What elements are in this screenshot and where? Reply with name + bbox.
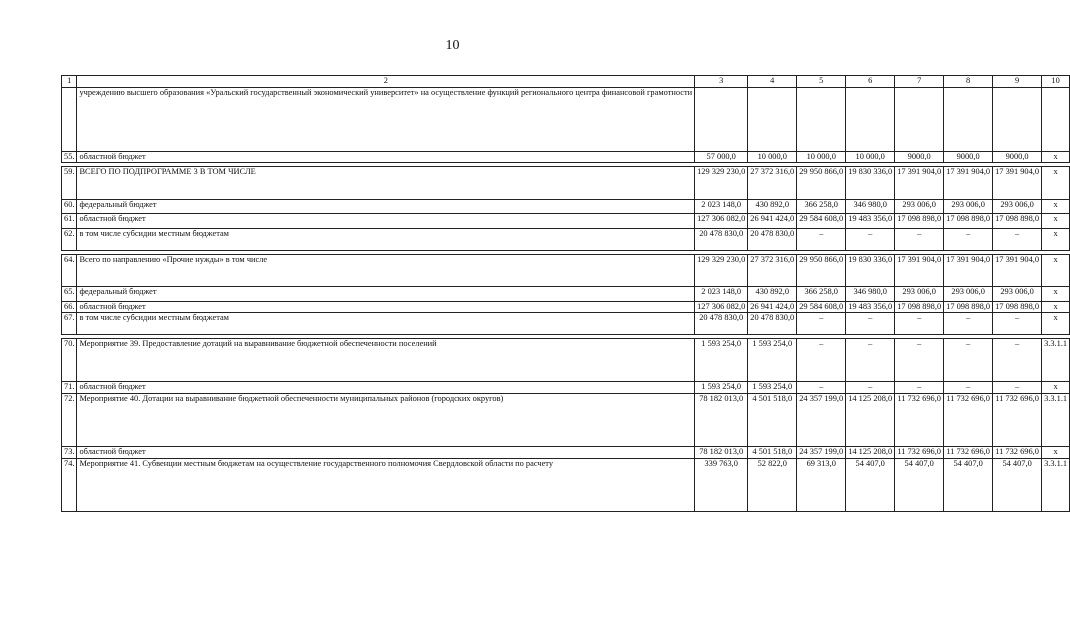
row-value: 78 182 013,0	[695, 447, 748, 459]
row-description: областной бюджет	[77, 151, 695, 163]
row-description: федеральный бюджет	[77, 199, 695, 214]
row-value: 17 391 904,0	[895, 254, 944, 287]
row-number: 55.	[62, 151, 77, 163]
row-description: Мероприятие 40. Дотации на выравнивание бюджетной обеспеченности муниципальных районов (городских округов)	[77, 393, 695, 447]
row-description: в том числе субсидии местным бюджетам	[77, 313, 695, 335]
row-number: 62.	[62, 228, 77, 250]
page-number: 10	[445, 38, 460, 53]
row-description: областной бюджет	[77, 301, 695, 313]
row-value: –	[993, 382, 1042, 394]
row-value: –	[895, 228, 944, 250]
row-value: –	[846, 339, 895, 382]
row-value: 1 593 254,0	[748, 382, 797, 394]
row-value: –	[846, 313, 895, 335]
row-value: 293 006,0	[944, 199, 993, 214]
column-header: 8	[944, 76, 993, 88]
row-code: x	[1042, 151, 1070, 163]
row-value: 14 125 208,0	[846, 393, 895, 447]
table-row	[62, 447, 1070, 459]
table-row	[62, 214, 1070, 229]
row-value: 293 006,0	[895, 287, 944, 302]
column-header: 3	[695, 76, 748, 88]
table-row	[62, 301, 1070, 313]
row-value: 29 584 608,0	[797, 214, 846, 229]
row-value: 11 732 696,0	[895, 447, 944, 459]
row-value: 17 391 904,0	[993, 254, 1042, 287]
table-row	[62, 458, 1070, 512]
column-header: 9	[993, 76, 1042, 88]
row-value: –	[846, 228, 895, 250]
row-number: 60.	[62, 199, 77, 214]
row-value: 2 023 148,0	[695, 199, 748, 214]
row-value: 57 000,0	[695, 151, 748, 163]
row-value: 26 941 424,0	[748, 214, 797, 229]
row-description: учреждению высшего образования «Уральский государственный экономический университет» на осуществление функций регионального центра финансовой грамотности	[77, 87, 695, 151]
row-value: 14 125 208,0	[846, 447, 895, 459]
row-description: в том числе субсидии местным бюджетам	[77, 228, 695, 250]
table-row	[62, 254, 1070, 287]
column-header: 4	[748, 76, 797, 88]
row-value: 10 000,0	[748, 151, 797, 163]
table-row	[62, 339, 1070, 382]
row-value: 24 357 199,0	[797, 393, 846, 447]
column-header: 10	[1042, 76, 1070, 88]
row-value: –	[944, 313, 993, 335]
row-value	[748, 87, 797, 151]
row-value: 19 830 336,0	[846, 254, 895, 287]
row-value: 54 407,0	[846, 458, 895, 512]
row-number: 61.	[62, 214, 77, 229]
table-row	[62, 87, 1070, 151]
row-value: –	[993, 313, 1042, 335]
table-row	[62, 393, 1070, 447]
row-code	[1042, 87, 1070, 151]
row-value: –	[797, 382, 846, 394]
row-number: 59.	[62, 167, 77, 200]
row-description: федеральный бюджет	[77, 287, 695, 302]
row-value: 129 329 230,0	[695, 254, 748, 287]
table-row	[62, 382, 1070, 394]
row-value: 17 391 904,0	[895, 167, 944, 200]
row-value: 1 593 254,0	[748, 339, 797, 382]
row-code: x	[1042, 199, 1070, 214]
row-value	[993, 87, 1042, 151]
row-value: 54 407,0	[944, 458, 993, 512]
row-value: 293 006,0	[993, 287, 1042, 302]
row-code: x	[1042, 254, 1070, 287]
row-value: 19 483 356,0	[846, 214, 895, 229]
row-number: 67.	[62, 313, 77, 335]
table-row	[62, 151, 1070, 163]
row-value: –	[797, 228, 846, 250]
row-description: областной бюджет	[77, 447, 695, 459]
row-value: 9000,0	[993, 151, 1042, 163]
row-code: x	[1042, 313, 1070, 335]
column-header: 1	[62, 76, 77, 88]
row-description: областной бюджет	[77, 382, 695, 394]
row-code: x	[1042, 301, 1070, 313]
row-value: –	[895, 339, 944, 382]
table-row	[62, 313, 1070, 335]
row-value: 78 182 013,0	[695, 393, 748, 447]
row-code: x	[1042, 228, 1070, 250]
row-value: 127 306 082,0	[695, 301, 748, 313]
row-value	[846, 87, 895, 151]
row-value: –	[797, 339, 846, 382]
row-value: 27 372 316,0	[748, 167, 797, 200]
row-value: 52 822,0	[748, 458, 797, 512]
row-value	[797, 87, 846, 151]
row-value: –	[944, 382, 993, 394]
row-value: –	[993, 228, 1042, 250]
row-value: 17 098 898,0	[993, 214, 1042, 229]
row-value: 1 593 254,0	[695, 382, 748, 394]
row-code: x	[1042, 167, 1070, 200]
row-number: 66.	[62, 301, 77, 313]
row-code: x	[1042, 447, 1070, 459]
row-value: 29 950 866,0	[797, 254, 846, 287]
row-value: 339 763,0	[695, 458, 748, 512]
row-value: 20 478 830,0	[695, 313, 748, 335]
row-value: 11 732 696,0	[895, 393, 944, 447]
row-value: –	[846, 382, 895, 394]
row-value: 17 098 898,0	[895, 301, 944, 313]
row-value: –	[944, 339, 993, 382]
row-value: 17 391 904,0	[993, 167, 1042, 200]
row-value: 20 478 830,0	[748, 313, 797, 335]
row-value: 293 006,0	[993, 199, 1042, 214]
row-value: 20 478 830,0	[748, 228, 797, 250]
row-value: 11 732 696,0	[944, 393, 993, 447]
row-value: 54 407,0	[993, 458, 1042, 512]
table-row	[62, 287, 1070, 302]
row-value: 4 501 518,0	[748, 393, 797, 447]
row-code: 3.3.1.1	[1042, 339, 1070, 382]
table-row	[62, 199, 1070, 214]
row-code: x	[1042, 214, 1070, 229]
row-value: –	[993, 339, 1042, 382]
column-header: 7	[895, 76, 944, 88]
row-description: Всего по направлению «Прочие нужды» в том числе	[77, 254, 695, 287]
row-value: 127 306 082,0	[695, 214, 748, 229]
row-value: –	[797, 313, 846, 335]
row-value: 346 980,0	[846, 199, 895, 214]
row-description: областной бюджет	[77, 214, 695, 229]
row-value: 19 483 356,0	[846, 301, 895, 313]
row-value: 17 391 904,0	[944, 254, 993, 287]
row-number: 71.	[62, 382, 77, 394]
row-value: 29 584 608,0	[797, 301, 846, 313]
row-description: ВСЕГО ПО ПОДПРОГРАММЕ 3 В ТОМ ЧИСЛЕ	[77, 167, 695, 200]
row-value: 17 098 898,0	[895, 214, 944, 229]
row-code: 3.3.1.1	[1042, 393, 1070, 447]
row-number: 70.	[62, 339, 77, 382]
row-value: –	[944, 228, 993, 250]
row-value: 17 098 898,0	[944, 301, 993, 313]
row-value: 430 892,0	[748, 287, 797, 302]
row-value: 366 258,0	[797, 199, 846, 214]
row-value: 11 732 696,0	[993, 393, 1042, 447]
row-number: 74.	[62, 458, 77, 512]
row-code: 3.3.1.1	[1042, 458, 1070, 512]
row-value: 54 407,0	[895, 458, 944, 512]
row-value: –	[895, 313, 944, 335]
row-value: 69 313,0	[797, 458, 846, 512]
row-value: 293 006,0	[944, 287, 993, 302]
table-row	[62, 228, 1070, 250]
row-value: 1 593 254,0	[695, 339, 748, 382]
row-value: 17 098 898,0	[944, 214, 993, 229]
row-value	[695, 87, 748, 151]
row-value	[895, 87, 944, 151]
row-value	[944, 87, 993, 151]
row-value: 9000,0	[895, 151, 944, 163]
row-value: 2 023 148,0	[695, 287, 748, 302]
header-row	[62, 76, 1070, 88]
row-number: 65.	[62, 287, 77, 302]
row-value: 9000,0	[944, 151, 993, 163]
row-number	[62, 87, 77, 151]
row-value: 129 329 230,0	[695, 167, 748, 200]
row-description: Мероприятие 39. Предоставление дотаций на выравнивание бюджетной обеспеченности поселений	[77, 339, 695, 382]
row-value: 26 941 424,0	[748, 301, 797, 313]
row-value: 19 830 336,0	[846, 167, 895, 200]
row-value: 24 357 199,0	[797, 447, 846, 459]
row-value: 4 501 518,0	[748, 447, 797, 459]
row-value: 346 980,0	[846, 287, 895, 302]
row-description: Мероприятие 41. Субвенции местным бюджетам на осуществление государственного полномочия Свердловской области по расчету	[77, 458, 695, 512]
table-row	[62, 167, 1070, 200]
row-number: 72.	[62, 393, 77, 447]
row-value: 17 391 904,0	[944, 167, 993, 200]
row-value: 20 478 830,0	[695, 228, 748, 250]
column-header: 5	[797, 76, 846, 88]
row-value: 10 000,0	[846, 151, 895, 163]
row-value: 27 372 316,0	[748, 254, 797, 287]
row-value: 17 098 898,0	[993, 301, 1042, 313]
row-value: 10 000,0	[797, 151, 846, 163]
row-value: 293 006,0	[895, 199, 944, 214]
row-value: 29 950 866,0	[797, 167, 846, 200]
row-number: 64.	[62, 254, 77, 287]
budget-table	[61, 75, 1070, 512]
row-code: x	[1042, 382, 1070, 394]
row-value: 430 892,0	[748, 199, 797, 214]
row-value: 11 732 696,0	[944, 447, 993, 459]
row-code: x	[1042, 287, 1070, 302]
column-header: 6	[846, 76, 895, 88]
row-value: –	[895, 382, 944, 394]
row-value: 366 258,0	[797, 287, 846, 302]
row-value: 11 732 696,0	[993, 447, 1042, 459]
column-header: 2	[77, 76, 695, 88]
row-number: 73.	[62, 447, 77, 459]
